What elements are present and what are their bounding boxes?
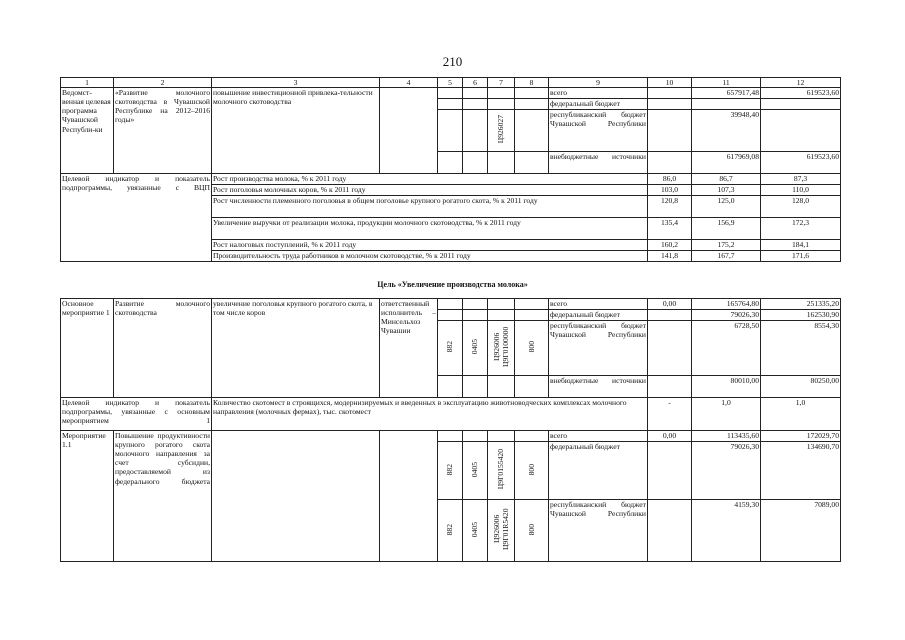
measure-name-cell: Развитие молочного скотоводства: [114, 299, 212, 398]
source-label: республиканский бюджет Чувашской Республики: [549, 110, 648, 152]
value-cell: 110,0: [761, 185, 841, 196]
measure-type-cell: Мероприятие 1.1: [61, 431, 114, 562]
value-cell: 79026,30: [692, 442, 761, 500]
admin-code-cell: [438, 500, 463, 562]
col-num: 7: [488, 78, 515, 88]
section-code: 0405: [470, 521, 480, 538]
value-cell: 0,00: [648, 299, 692, 310]
value-cell: 128,0: [761, 196, 841, 218]
target-code-cell: [488, 321, 515, 376]
admin-code: 882: [445, 341, 455, 353]
admin-code: 882: [445, 523, 455, 536]
value-cell: 619523,60: [761, 152, 841, 174]
indicator-text: Рост численности племенного поголовья в общем поголовье крупного рогатого скота, % к 2011 году: [212, 196, 648, 218]
source-label: республиканский бюджет Чувашской Республики: [549, 321, 648, 376]
measure-table: [60, 298, 841, 562]
value-cell: -: [648, 398, 692, 431]
value-cell: 7089,00: [761, 500, 841, 562]
admin-code: 882: [445, 463, 455, 476]
col-num: 8: [515, 78, 549, 88]
value-cell: 1,0: [761, 398, 841, 431]
value-cell: 113435,60: [692, 431, 761, 442]
program-table: [60, 77, 841, 262]
value-cell: 86,7: [692, 174, 761, 185]
target-code-cell: [488, 500, 515, 562]
value-cell: 172,3: [761, 218, 841, 240]
value-cell: 134690,70: [761, 442, 841, 500]
executor-cell: [380, 88, 438, 174]
value-cell: [761, 99, 841, 110]
indicator-text: Рост налоговых поступлений, % к 2011 году: [212, 240, 648, 251]
section-code-cell: [463, 442, 488, 500]
section-code: 0405: [470, 461, 480, 478]
value-cell: 6728,50: [692, 321, 761, 376]
source-label: внебюджетные источники: [549, 152, 648, 174]
value-cell: 125,0: [692, 196, 761, 218]
value-cell: 156,9: [692, 218, 761, 240]
col-num: 10: [648, 78, 692, 88]
section-code-cell: [463, 500, 488, 562]
value-cell: 0,00: [648, 431, 692, 442]
value-cell: 162530,90: [761, 310, 841, 321]
source-label: всего: [549, 88, 648, 99]
value-cell: 171,6: [761, 251, 841, 262]
value-cell: 4159,30: [692, 500, 761, 562]
page-number: 210: [442, 54, 463, 69]
indicator-text: Количество скотомест в строящихся, модернизируемых и введенных в эксплуатацию животноводческих комплексах молочного направления (молочных фермах), тыс. скотомест: [212, 398, 648, 431]
value-cell: 617969,08: [692, 152, 761, 174]
value-cell: 175,2: [692, 240, 761, 251]
col-num: 2: [114, 78, 212, 88]
measure-type-cell: Основное мероприятие 1: [61, 299, 114, 398]
source-label: федеральный бюджет: [549, 310, 648, 321]
value-cell: 86,0: [648, 174, 692, 185]
source-label: внебюджетные источники: [549, 376, 648, 398]
value-cell: [648, 321, 692, 376]
value-cell: 160,2: [648, 240, 692, 251]
expense-code: 800: [526, 463, 536, 476]
expense-code-cell: [515, 321, 549, 376]
value-cell: 165764,80: [692, 299, 761, 310]
target-code-cell: [488, 110, 515, 152]
measure-task-cell: увеличение поголовья крупного рогатого скота, в том числе коров: [212, 299, 380, 398]
source-label: федеральный бюджет: [549, 442, 648, 500]
value-cell: 80250,00: [761, 376, 841, 398]
target-code-cell: [488, 442, 515, 500]
source-label: федеральный бюджет: [549, 99, 648, 110]
admin-code-cell: [438, 321, 463, 376]
value-cell: [648, 88, 692, 99]
target-code: Ц9Г0155420: [496, 449, 506, 490]
value-cell: 135,4: [648, 218, 692, 240]
indicator-text: Рост поголовья молочных коров, % к 2011 году: [212, 185, 648, 196]
indicator-label: Целевой индикатор и показатель подпрограммы, увязанные с ВЦП: [61, 174, 212, 262]
source-label: всего: [549, 299, 648, 310]
value-cell: [648, 442, 692, 500]
value-cell: 87,3: [761, 174, 841, 185]
value-cell: [648, 99, 692, 110]
section-code: 0405: [470, 339, 480, 355]
value-cell: 80010,00: [692, 376, 761, 398]
value-cell: 167,7: [692, 251, 761, 262]
value-cell: 39948,40: [692, 110, 761, 152]
expense-code: 800: [526, 341, 536, 353]
executor-cell: ответственный исполнитель – Минсельхоз Чувашии: [380, 299, 438, 398]
source-label: республиканский бюджет Чувашской Республики: [549, 500, 648, 562]
col-num: 12: [761, 78, 841, 88]
col-num: 11: [692, 78, 761, 88]
value-cell: 103,0: [648, 185, 692, 196]
value-cell: [648, 376, 692, 398]
indicator-text: Производительность труда работников в молочном скотоводстве, % к 2011 году: [212, 251, 648, 262]
indicator-label: Целевой индикатор и показатель подпрограммы, увязанные с основным мероприятием 1: [61, 398, 212, 431]
col-num: 5: [438, 78, 463, 88]
value-cell: 184,1: [761, 240, 841, 251]
value-cell: 141,8: [648, 251, 692, 262]
measure-name-cell: Повышение продуктивности крупного рогатого скота молочного направления за счет субсидии, предоставляемой из федерального бюджета: [114, 431, 212, 562]
value-cell: 120,8: [648, 196, 692, 218]
value-cell: 172029,70: [761, 431, 841, 442]
value-cell: 619523,60: [761, 88, 841, 99]
column-number-row: [61, 78, 841, 88]
expense-code: 800: [526, 523, 536, 536]
indicator-text: Увеличение выручки от реализации молока, продукции молочного скотоводства, % к 2011 году: [212, 218, 648, 240]
value-cell: [692, 99, 761, 110]
target-code: Ц926027: [496, 115, 506, 144]
expense-code-cell: [515, 442, 549, 500]
value-cell: 107,3: [692, 185, 761, 196]
value-cell: 1,0: [692, 398, 761, 431]
program-type-cell: Ведомст-венная целевая программа Чувашской Республи-ки: [61, 88, 114, 174]
value-cell: [648, 310, 692, 321]
target-code: Ц926006 Ц9Г01R5420: [491, 508, 510, 551]
value-cell: 251335,20: [761, 299, 841, 310]
col-num: 1: [61, 78, 114, 88]
admin-code-cell: [438, 442, 463, 500]
value-cell: [761, 110, 841, 152]
col-num: 4: [380, 78, 438, 88]
indicator-text: Рост производства молока, % к 2011 году: [212, 174, 648, 185]
target-code: Ц926006 Ц9Г0100000: [491, 326, 510, 368]
col-num: 9: [549, 78, 648, 88]
value-cell: [648, 500, 692, 562]
value-cell: 79026,30: [692, 310, 761, 321]
program-task-cell: повышение инвестиционной привлека-тельности молочного скотоводства: [212, 88, 380, 174]
value-cell: [648, 152, 692, 174]
col-num: 3: [212, 78, 380, 88]
value-cell: [648, 110, 692, 152]
program-name-cell: «Развитие молочного скотоводства в Чувашской Республике на 2012–2016 годы»: [114, 88, 212, 174]
source-label: всего: [549, 431, 648, 442]
value-cell: 8554,30: [761, 321, 841, 376]
value-cell: 657917,48: [692, 88, 761, 99]
section-code-cell: [463, 321, 488, 376]
expense-code-cell: [515, 500, 549, 562]
goal-heading: Цель «Увеличение производства молока»: [377, 280, 528, 289]
col-num: 6: [463, 78, 488, 88]
